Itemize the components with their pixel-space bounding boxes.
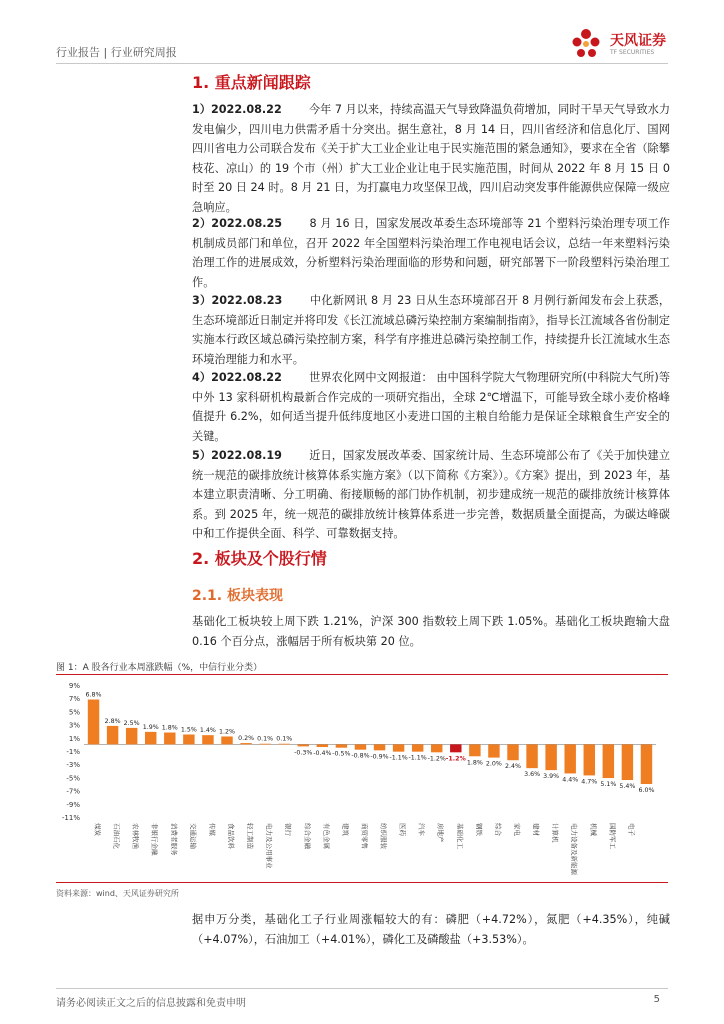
bar	[240, 743, 251, 744]
data-label: -0.3%	[294, 749, 313, 757]
data-label: -0.4%	[313, 750, 332, 758]
news-item-5	[192, 446, 670, 544]
y-tick-label: 9%	[68, 682, 80, 690]
section2-summary: 基础化工板块较上周下跌 1.21%，沪深 300 指数较上周下跌 1.05%。基础化工板块跑输大盘 0.16 个百分点，涨幅居于所有板块第 20 位。	[192, 615, 670, 648]
data-label: 6.0%	[638, 787, 655, 794]
y-tick-label: 5%	[68, 708, 80, 717]
bar	[469, 744, 480, 756]
news-text: 世界农化网中文网报道： 由中国科学院大气物理研究所(中科院大气所)等中外 13 家科研机构最新合作完成的一项研究指出，全球 2℃增温下，可能导致全球小麦价格峰值提升 6.2%，如何适当提升低纬度地区小麦进口国的主粮自给能力是保证全球粮食生产安全的关键。	[192, 371, 671, 443]
category-label: 钢铁	[474, 823, 483, 836]
category-label: 有色金属	[322, 823, 331, 849]
category-label: 传媒	[207, 823, 216, 836]
data-label: 2.5%	[123, 719, 140, 727]
category-label: 家电	[513, 823, 521, 836]
bar	[355, 744, 366, 749]
figure-source: 资料来源：wind、天风证券研究所	[56, 889, 179, 898]
y-tick-label: -3%	[66, 761, 80, 770]
category-label: 汽车	[417, 823, 426, 836]
bar	[336, 744, 347, 747]
bar	[298, 744, 309, 746]
bar	[278, 744, 289, 745]
bar	[641, 744, 652, 784]
category-label: 房地产	[436, 823, 445, 843]
data-label: 5.1%	[600, 781, 617, 789]
bar	[431, 744, 442, 752]
data-label: 3.6%	[524, 771, 541, 779]
figure-title: 图 1：A 股各行业本周涨跌幅（%，中信行业分类）	[56, 663, 263, 673]
category-label: 计算机	[551, 823, 560, 843]
report-breadcrumb: 行业报告 | 行业研究周报	[56, 46, 177, 59]
category-label: 纺织服装	[379, 823, 388, 849]
section2-title: 2. 板块及个股行情	[192, 549, 327, 568]
subsector-summary: 据申万分类，基础化工子行业周涨幅较大的有：磷肥（+4.72%），氮肥（+4.35%），纯碱（+4.07%），石油加工（+4.01%），磷化工及磷酸盐（+3.53%）。	[192, 913, 670, 946]
bar	[164, 733, 175, 745]
news-text: 今年 7 月以来，持续高温天气导致降温负荷增加，同时干旱天气导致水力发电偏少，四川电力供需矛盾十分突出。据生意社，8 月 14 日，四川省经济和信息化厅、国网四川省电力公司联合发布《关于扩大工业企业让电于民实施范围的紧急通知》，要求在全省（除攀枝花、凉山）的 19 个市（州）扩大工业企业让电于民实施范围，时间从 2022 年 8 月 15 日 0 时至 20 日 24 时。8 月 21 日，为打赢电力攻坚保卫战，四川启动突发事件能源供应保障一级应急响应。	[192, 103, 671, 214]
section2-1-title: 2.1. 板块表现	[192, 588, 283, 604]
data-label: 2.4%	[505, 763, 521, 771]
category-label: 建筑	[341, 823, 350, 836]
bar	[259, 744, 270, 745]
bar	[317, 744, 328, 747]
bar	[221, 736, 232, 744]
y-tick-label: 1%	[68, 734, 80, 743]
y-tick-label: -5%	[66, 774, 80, 783]
footer-divider	[56, 988, 668, 989]
bar	[88, 700, 99, 745]
y-tick-label: 3%	[68, 721, 80, 730]
category-label: 国防军工	[608, 823, 617, 849]
news-text: 中化新网讯 8 月 23 日从生态环境部召开 8 月例行新闻发布会上获悉，生态环境部近日制定并将印发《长江流域总磷污染控制方案编制指南》，指导长江流域各省份制定实施本行政区域总磷污染控制方案，科学有序推进总磷污染控制工作，持续提升长江流域水生态环境治理能力和水平。	[192, 294, 671, 366]
category-label: 电力及公用事业	[265, 823, 274, 869]
news-text: 近日，国家发展改革委、国家统计局、生态环境部公布了《关于加快建立统一规范的碳排放统计核算体系实施方案》（以下简称《方案》）。《方案》提出，到 2023 年，基本建立职责清晰、分工明确、衔接顺畅的部门协作机制，初步建成统一规范的碳排放统计核算体系。到 2025 年，统一规范的碳排放统计核算体系进一步完善，数据质量全面提高，为碳达峰碳中和工作提供全面、科学、可靠数据支持。	[192, 449, 671, 540]
bar	[393, 744, 404, 751]
bar	[412, 744, 423, 751]
news-date: 4）2022.08.22	[192, 371, 282, 384]
data-label: -1.1%	[389, 754, 408, 762]
category-label: 建材	[532, 823, 541, 836]
bar	[107, 726, 118, 744]
data-label: 1.5%	[180, 726, 197, 734]
data-label: 2.0%	[485, 760, 502, 768]
bar	[584, 744, 595, 775]
category-label: 医药	[398, 823, 407, 836]
category-label: 综合金融	[303, 823, 312, 849]
category-label: 机械	[589, 823, 598, 836]
category-label: 食品饮料	[227, 823, 235, 849]
news-item-1	[192, 100, 670, 217]
news-item-2	[192, 214, 670, 292]
bar	[545, 744, 556, 770]
news-date: 3）2022.08.23	[192, 294, 283, 307]
bar	[183, 735, 194, 745]
data-label: 1.4%	[199, 727, 216, 735]
y-tick-label: -9%	[66, 800, 80, 809]
data-label: -0.5%	[332, 750, 351, 758]
brand-name: 天风证券	[610, 33, 666, 49]
category-label: 农林牧渔	[131, 823, 140, 849]
page-number: 5	[653, 994, 660, 1005]
news-item-3	[192, 291, 670, 369]
category-label: 煤炭	[93, 823, 102, 836]
y-tick-label: -11%	[61, 814, 80, 822]
data-label: 4.4%	[562, 776, 579, 784]
bar	[126, 728, 137, 745]
data-label: -1.2%	[427, 755, 446, 763]
section1-title: 1. 重点新闻跟踪	[192, 73, 311, 92]
data-label: 5.4%	[619, 783, 636, 791]
data-label: 6.8%	[85, 691, 102, 699]
bar	[564, 744, 575, 773]
category-label: 综合	[493, 823, 502, 836]
category-label: 电子	[627, 823, 636, 836]
data-label: 4.7%	[581, 778, 598, 786]
news-date: 5）2022.08.19	[192, 449, 282, 462]
category-label: 基础化工	[455, 823, 464, 849]
bar	[603, 744, 614, 778]
category-label: 交通运输	[188, 823, 197, 849]
data-label: 1.8%	[466, 759, 483, 767]
category-label: 商贸零售	[360, 823, 369, 849]
data-label: 3.9%	[543, 773, 560, 781]
figure-bottom-rule	[56, 882, 668, 883]
bar	[202, 735, 213, 744]
news-item-4	[192, 368, 670, 446]
bar	[507, 744, 518, 760]
y-tick-label: 7%	[68, 695, 80, 704]
data-label: -1.1%	[408, 754, 427, 762]
news-date: 1）2022.08.22	[192, 103, 282, 116]
news-text: 8 月 16 日，国家发展改革委生态环境部等 21 个塑料污染治理专项工作机制成员部门和单位，召开 2022 年全国塑料污染治理工作电视电话会议，总结一年来塑料污染治理工作的进展成效，分析塑料污染治理面临的形势和问题，研究部署下一阶段塑料污染治理工作。	[192, 217, 670, 289]
category-label: 电力设备及新能源	[570, 823, 579, 875]
brand-sub: TF SECURITIES	[610, 49, 655, 56]
bar	[488, 744, 499, 757]
news-date: 2）2022.08.25	[192, 217, 283, 230]
bar	[145, 732, 156, 745]
data-label: 0.1%	[257, 735, 274, 743]
category-label: 消费者服务	[169, 823, 178, 856]
data-label: -0.9%	[370, 753, 389, 761]
data-label: 2.8%	[104, 717, 121, 725]
data-label: -0.8%	[351, 752, 370, 760]
industry-returns-chart	[56, 675, 668, 881]
data-label: 1.9%	[142, 723, 159, 731]
data-label: 1.8%	[161, 724, 178, 732]
data-label: 1.2%	[219, 728, 235, 736]
disclaimer: 请务必阅读正文之后的信息披露和免责申明	[56, 998, 246, 1009]
data-label: -1.2%	[445, 755, 466, 763]
category-label: 银行	[284, 823, 293, 836]
data-label: 0.2%	[238, 735, 255, 743]
flower-icon	[573, 29, 600, 57]
y-tick-label: -1%	[66, 748, 80, 756]
bar	[374, 744, 385, 750]
category-label: 非银行金融	[150, 823, 159, 856]
bar	[622, 744, 633, 780]
y-tick-label: -7%	[66, 787, 80, 796]
bar	[526, 744, 537, 768]
category-label: 轻工制造	[246, 823, 255, 849]
data-label: 0.1%	[276, 735, 293, 743]
category-label: 石油石化	[112, 823, 121, 849]
bar	[450, 744, 461, 752]
